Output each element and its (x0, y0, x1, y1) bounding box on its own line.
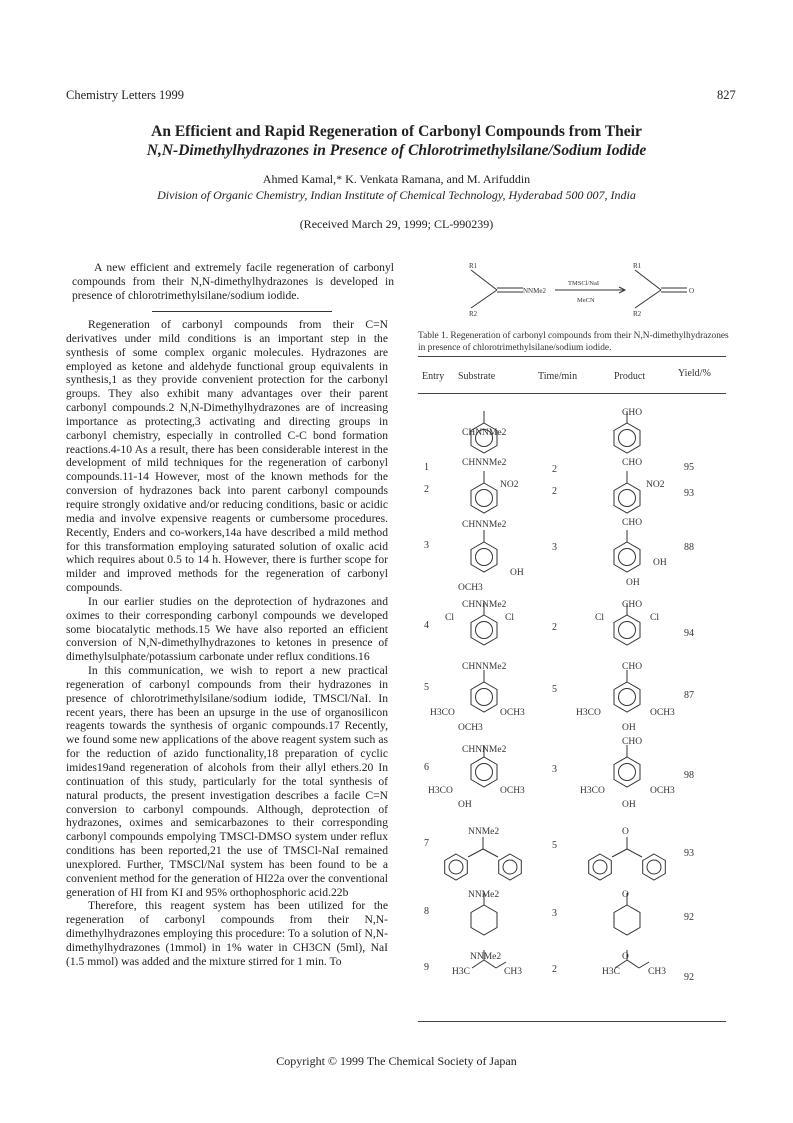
entry-number: 7 (424, 838, 429, 849)
substrate-structure (438, 837, 528, 887)
entry-number: 6 (424, 762, 429, 773)
substrate-label: Cl (505, 613, 514, 623)
substrate-label: OCH3 (458, 723, 483, 733)
paragraph: Regeneration of carbonyl compounds from their C=N derivatives under mild conditions is an important step in the synthesis of some complex organic molecules. Hydrazones are employed as ketone and aldehyde functional group equivalents in synthesis,1 as they provide convenient protection for the carbonyl groups. They also exhibit many advantages over their parent carbonyl compounds.2 N,N-Dimethylhydrazones are of increasing importance as protecting,3 activating and directing groups in carbonyl chemistry, especially in controlled C-C bond formation reactions.4-10 As a result, there has been considerable interest in the development of mild techniques for the regeneration of carbonyl compounds.11-14 However, most of the known methods for the conversion of hydrazones back into parent carbonyl compounds require strongly oxidative and/or reducing conditions, basic or acidic media and involve expensive reagents or cumbersome procedures. Recently, Enders and co-workers,14a have described a mild method for this transformation employing saturated solution of oxalic acid which requires about 0.5 to 14 h. However, there is further scope for milder and improved methods for the regeneration of carbonyl compounds. (66, 318, 388, 595)
substrate-structure (454, 667, 514, 727)
abstract-divider (152, 311, 332, 312)
bond (468, 849, 483, 857)
product-label: Cl (650, 613, 659, 623)
col-time: Time/min (538, 371, 578, 382)
yield-value: 95 (684, 462, 694, 473)
product-label: CHO (622, 600, 643, 610)
time-value: 5 (552, 684, 557, 695)
yield-value: 98 (684, 770, 694, 781)
aromatic-circle (619, 764, 636, 781)
aromatic-circle (503, 860, 517, 874)
time-value: 3 (552, 542, 557, 553)
time-value: 2 (552, 486, 557, 497)
aromatic-circle (476, 622, 493, 639)
aromatic-circle (476, 689, 493, 706)
paragraph: Therefore, this reagent system has been utilized for the regeneration of carbonyl compounds from their N,N-dimethylhydrazones employing this procedure: To a solution of N,N-dimethylhydrazones (1mmol) in 1% water in CH3CN (5ml), NaI (1.5 mmol) was added and the mixture stirred for 1 min. To (66, 899, 388, 968)
product-label: OH (626, 578, 640, 588)
product-label: O (622, 890, 629, 900)
authors: Ahmed Kamal,* K. Venkata Ramana, and M. Arifuddin (262, 172, 531, 186)
ring-bond (471, 682, 497, 712)
ring-bond (614, 682, 640, 712)
reagent-label: TMSCl/NaI (568, 280, 600, 287)
substrate-label: H3CO (428, 786, 453, 796)
yield-value: 93 (684, 848, 694, 859)
product-label: O (622, 952, 629, 962)
yield-value: 94 (684, 628, 694, 639)
substrate-label: NO2 (500, 480, 519, 490)
time-value: 3 (552, 764, 557, 775)
substrate-label: CHNNMe2 (462, 458, 507, 468)
col-product: Product (614, 371, 646, 382)
entry-number: 9 (424, 962, 429, 973)
ring-bond (614, 757, 640, 787)
yield-value: 93 (684, 488, 694, 499)
bond (612, 849, 627, 857)
substrate-label: CHNNMe2 (462, 520, 507, 530)
time-value: 5 (552, 840, 557, 851)
ring-bond (471, 615, 497, 645)
substrate-label: CH3 (504, 967, 522, 977)
substrate-label: OCH3 (458, 583, 483, 593)
received-date: (Received March 29, 1999; CL-990239) (299, 217, 494, 231)
reaction-scheme (455, 258, 715, 318)
product-label: CHO (622, 458, 643, 468)
product-structure (582, 837, 672, 887)
entry-number: 5 (424, 682, 429, 693)
entry-number: 8 (424, 906, 429, 917)
ring-bond (614, 615, 640, 645)
r1-label: R1 (469, 262, 478, 270)
product-label: OH (653, 558, 667, 568)
substrate-label: CHNNMe2 (462, 428, 507, 438)
paragraph: In our earlier studies on the deprotection of hydrazones and oximes to their corresponding carbonyl compounds we developed some biocatalytic methods.15 We have also reported an efficient conversion of N,N-dimethylhydrazones to ketones in presence of dimethylsulphate/potassium carbonate under reflux conditions.16 (66, 594, 388, 664)
ring-bond (614, 423, 640, 453)
entry-number: 2 (424, 484, 429, 495)
ring-bond (499, 854, 522, 880)
body-text (66, 318, 388, 969)
bond (627, 849, 642, 857)
substrate-label: NNMe2 (468, 890, 500, 900)
substrate-label: Cl (445, 613, 454, 623)
ring-bond (589, 854, 612, 880)
table-rule-bottom (418, 1021, 726, 1022)
yield-value: 92 (684, 972, 694, 983)
entry-number: 1 (424, 462, 429, 473)
abstract: A new efficient and extremely facile regeneration of carbonyl compounds from their N,N-dimethylhydrazones is developed in presence of chlorotrimethylsilane/sodium iodide. (72, 261, 394, 302)
time-value: 2 (552, 622, 557, 633)
product-label: Cl (595, 613, 604, 623)
substrate-structure (454, 468, 514, 528)
substrate-label: NNMe2 (470, 952, 502, 962)
product-label: H3C (602, 967, 620, 977)
article-title (60, 122, 733, 160)
table-rule-mid (418, 393, 726, 394)
time-value: 3 (552, 908, 557, 919)
bond (483, 849, 498, 857)
substrate-label: OH (510, 568, 524, 578)
aromatic-circle (593, 860, 607, 874)
r2-label: R2 (633, 310, 642, 318)
product-label: CHO (622, 518, 643, 528)
yield-value: 88 (684, 542, 694, 553)
aromatic-circle (476, 549, 493, 566)
r1-label: R1 (633, 262, 642, 270)
yield-value: 87 (684, 690, 694, 701)
ring-bond (643, 854, 666, 880)
product-label: H3CO (580, 786, 605, 796)
product-label: O (622, 827, 629, 837)
product-label: NO2 (646, 480, 665, 490)
title-line-2: N,N-Dimethylhydrazones in Presence of Chlorotrimethylsilane/Sodium Iodide (146, 142, 647, 159)
title-line-1: An Efficient and Rapid Regeneration of Carbonyl Compounds from Their (151, 123, 642, 140)
aromatic-circle (619, 549, 636, 566)
table-caption: Table 1. Regeneration of carbonyl compounds from their N,N-dimethylhydrazones in presence of chlorotrimethylsilane/sodium iodide. (418, 331, 729, 353)
table-rule-top (418, 356, 726, 357)
substrate-label: H3C (452, 967, 470, 977)
product-label: CHO (622, 408, 643, 418)
substrate-label: CHNNMe2 (462, 745, 507, 755)
aromatic-circle (476, 490, 493, 507)
product-label: CH3 (648, 967, 666, 977)
aromatic-circle (647, 860, 661, 874)
substrate-label: CHNNMe2 (462, 662, 507, 672)
col-substrate: Substrate (458, 371, 496, 382)
col-yield: Yield/% (678, 368, 711, 379)
ring-bond (471, 905, 497, 935)
affiliation: Division of Organic Chemistry, Indian Institute of Chemical Technology, Hyderabad 500 007, India (157, 188, 636, 202)
aromatic-circle (476, 764, 493, 781)
substrate-label: H3CO (430, 708, 455, 718)
r2-label: R2 (469, 310, 478, 318)
substrate-label: CHNNMe2 (462, 600, 507, 610)
entry-number: 4 (424, 620, 429, 631)
product-label: OCH3 (650, 786, 675, 796)
entry-number: 3 (424, 540, 429, 551)
substrate-structure (454, 527, 514, 587)
nnme2-label: NNMe2 (523, 287, 546, 295)
ring-bond (445, 854, 468, 880)
product-label: H3CO (576, 708, 601, 718)
ring-bond (471, 757, 497, 787)
ring-bond (471, 542, 497, 572)
product-label: OCH3 (650, 708, 675, 718)
aromatic-circle (619, 430, 636, 447)
ring-bond (471, 483, 497, 513)
o-label: O (689, 287, 695, 295)
aromatic-circle (449, 860, 463, 874)
substrate-label: OCH3 (500, 708, 525, 718)
yield-value: 92 (684, 912, 694, 923)
product-structure (597, 667, 657, 727)
product-structure (597, 742, 657, 802)
substrate-label: OCH3 (500, 786, 525, 796)
time-value: 2 (552, 464, 557, 475)
ring-bond (614, 905, 640, 935)
substrate-label: NNMe2 (468, 827, 500, 837)
ring-bond (614, 483, 640, 513)
product-label: OH (622, 723, 636, 733)
page-number: 827 (717, 88, 736, 102)
paragraph: In this communication, we wish to report a new practical regeneration of carbonyl compounds from their hydrazones in presence of chlorotrimethylsilane/sodium iodide, TMSCl/NaI. In recent years, there has been an upsurge in the use of organosilicon reagents towards the synthesis of organic compounds.17 Recently, we found some new applications of the above reagent system such as for the reduction of azido functionality,18 preparation of cyclic imides19and regeneration of alcohols from their allyl ethers.20 In continuation of this study, particularly for the total synthesis of natural products, the present investigation describes a facile C=N conversion to carbonyl compounds. Although, deprotection of hydrazones, oximes and semicarbazones to their corresponding carbonyl compounds empolying TMSCl-DMSO system under reflux conditions has been reported,21 the use of TMSCl-NaI remained unexplored. Further, TMSCl/NaI system has been found to be a convenient method for the generation of HI22a over the conventional generation of HI from KI and 95% orthophosphoric acid.22b (66, 664, 388, 899)
product-label: CHO (622, 662, 643, 672)
copyright: Copyright © 1999 The Chemical Society of Japan (276, 1054, 517, 1068)
aromatic-circle (619, 490, 636, 507)
product-label: CHO (622, 737, 643, 747)
journal-name: Chemistry Letters 1999 (66, 88, 185, 102)
product-label: OH (622, 800, 636, 810)
ring-bond (614, 542, 640, 572)
solvent-label: MeCN (577, 297, 595, 304)
col-entry: Entry (422, 371, 445, 382)
aromatic-circle (619, 622, 636, 639)
aromatic-circle (619, 689, 636, 706)
time-value: 2 (552, 964, 557, 975)
substrate-label: OH (458, 800, 472, 810)
